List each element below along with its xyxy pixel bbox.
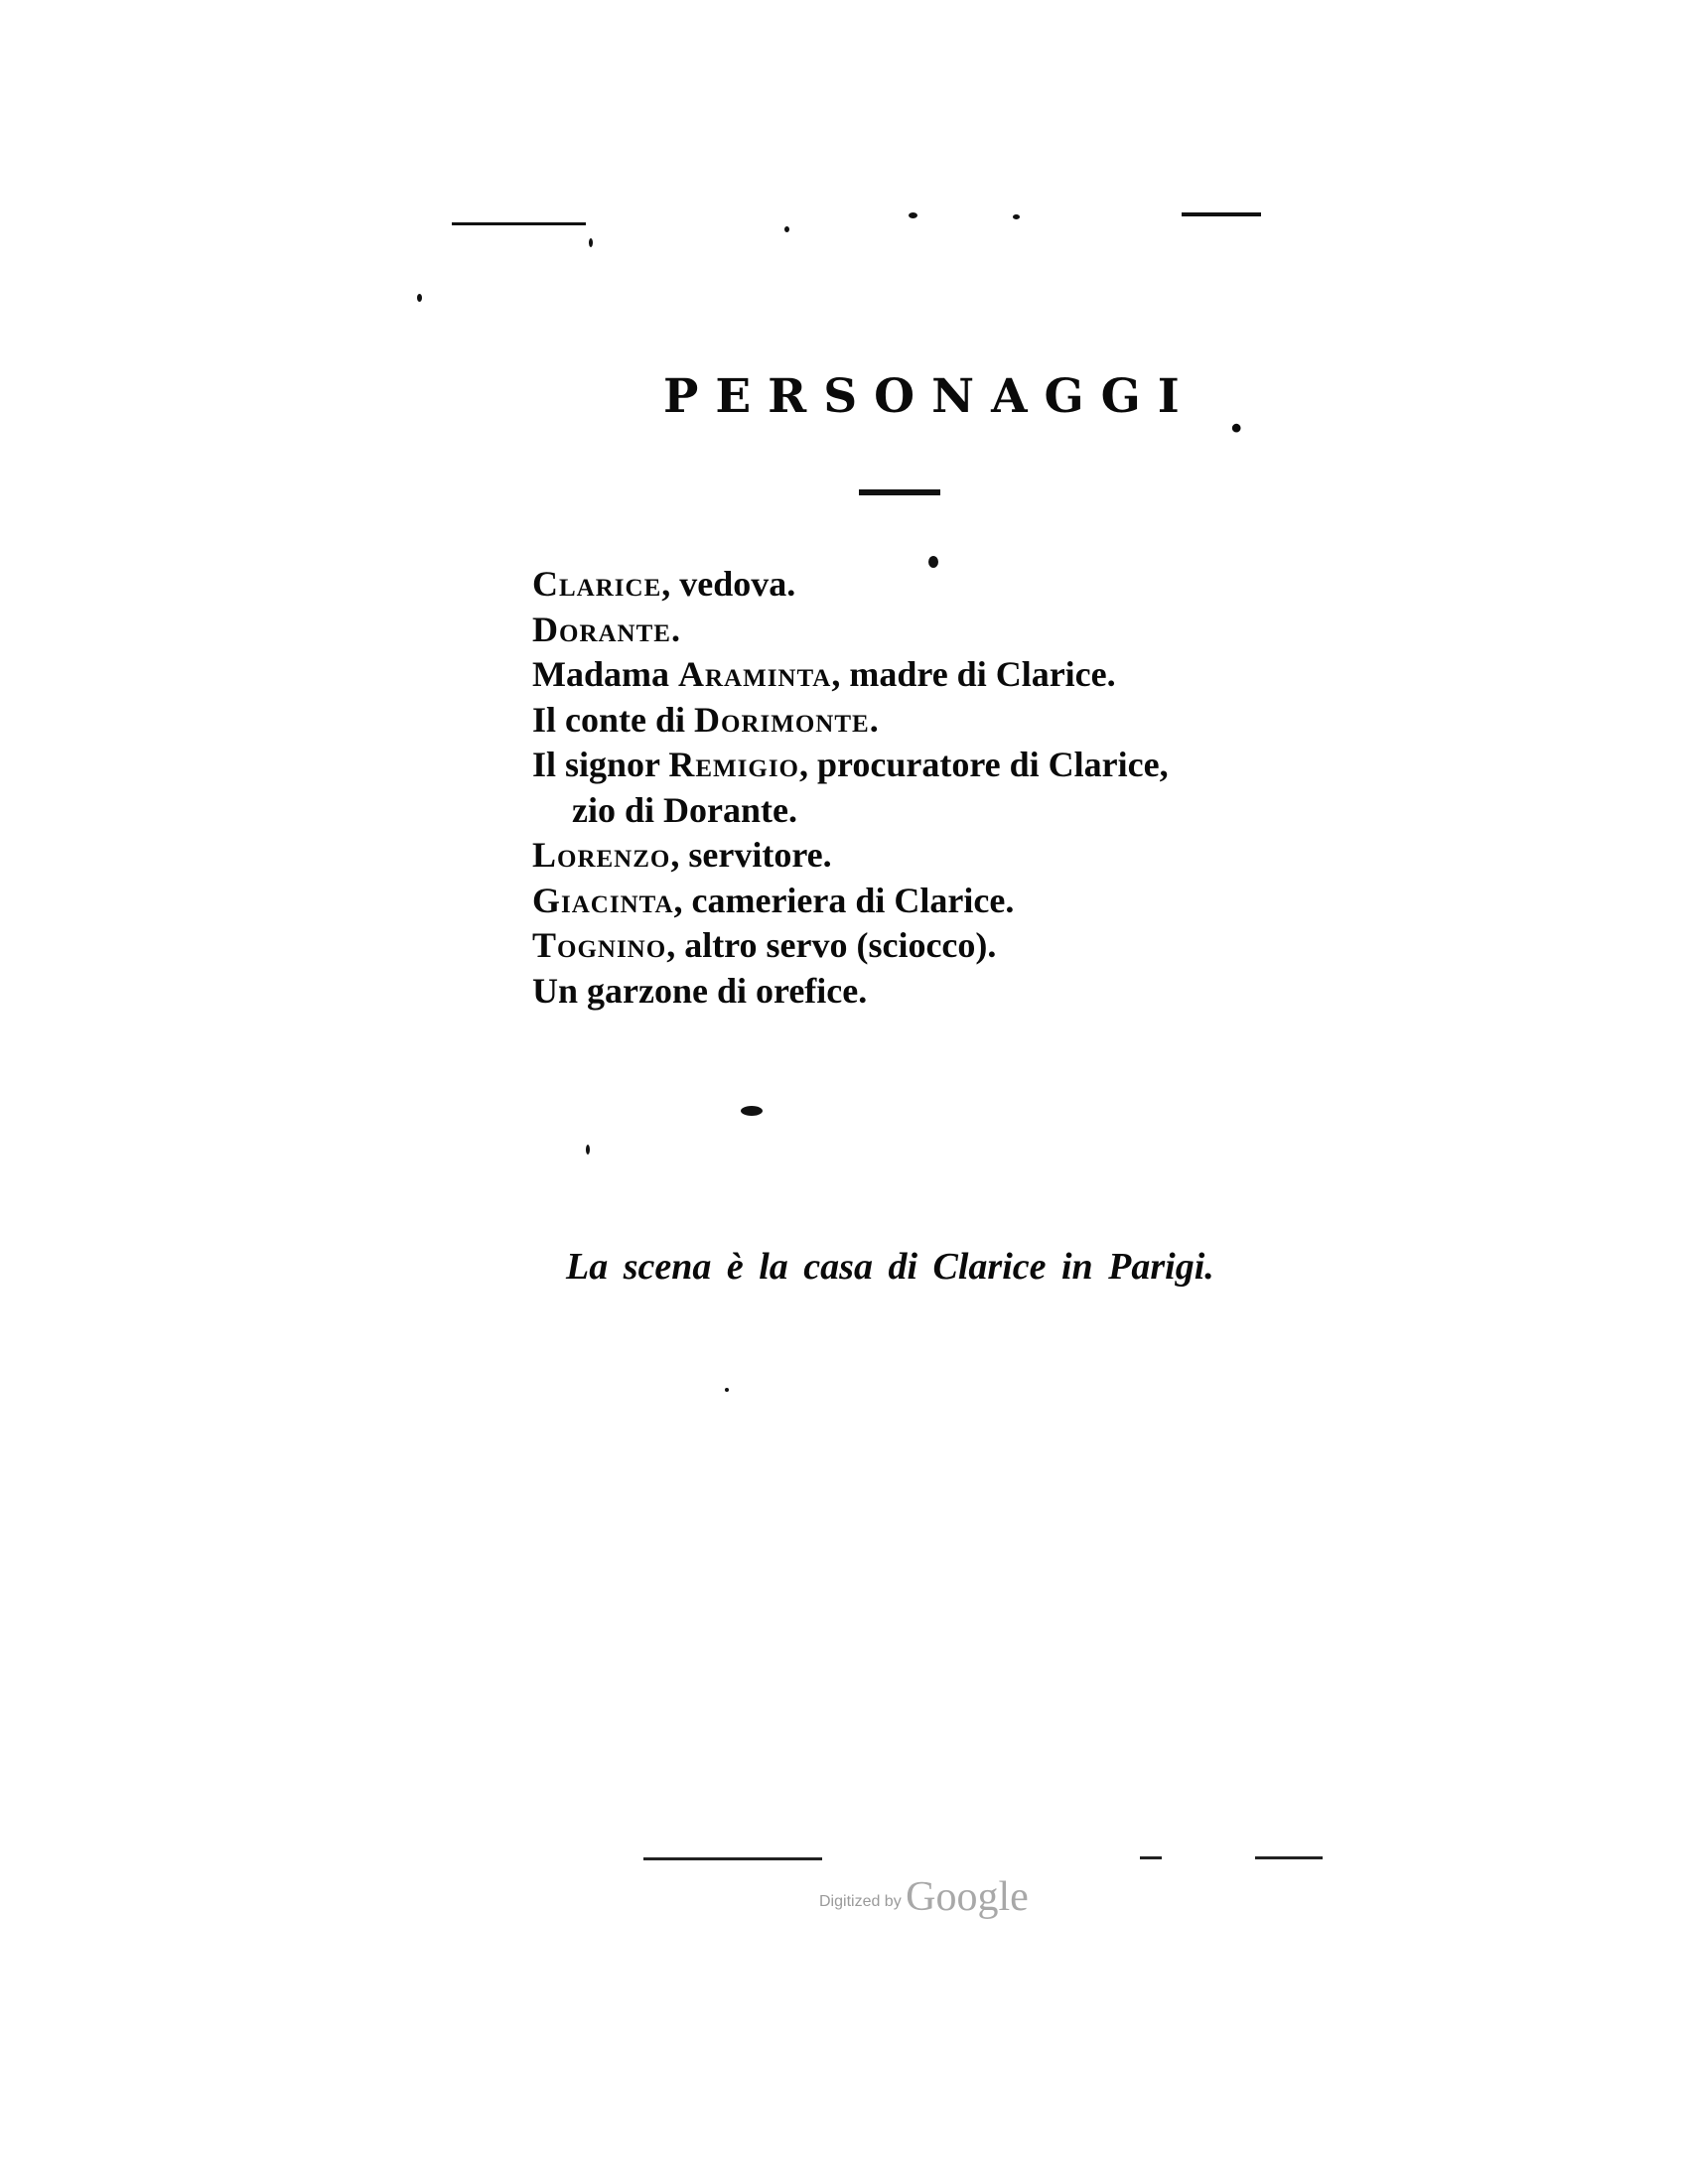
bottom-rule-right (1255, 1856, 1323, 1859)
character-description: . (869, 699, 879, 740)
watermark-prefix: Digitized by (819, 1893, 907, 1910)
bottom-rule-mid (1140, 1856, 1162, 1859)
scan-noise-top-left (452, 222, 586, 225)
character-description: , procuratore di Clarice, (799, 745, 1169, 784)
scan-speck (909, 212, 917, 218)
character-name: Araminta (678, 654, 832, 694)
google-logo: Google (906, 1874, 1029, 1920)
title-mark: . (1228, 389, 1245, 444)
character-name: Lorenzo (532, 835, 671, 875)
cast-prefix: Un garzone di orefice. (532, 970, 868, 1011)
scan-noise-top-right (1182, 212, 1261, 216)
character-name: Dorante (532, 609, 671, 649)
scan-speck (586, 1145, 590, 1155)
title-divider (859, 489, 940, 495)
cast-prefix: Il conte di (532, 699, 695, 740)
character-name: Clarice (532, 564, 662, 604)
character-description: , vedova. (661, 564, 796, 604)
character-description: , altro servo (sciocco). (666, 925, 997, 965)
character-description: , servitore. (670, 835, 832, 875)
character-description: . (670, 609, 680, 649)
scan-speck (725, 1388, 729, 1392)
character-description: , madre di Clarice. (831, 654, 1116, 694)
cast-entry (532, 608, 1169, 653)
cast-entry (532, 923, 1169, 969)
scan-speck (417, 294, 422, 302)
cast-entry-continuation: zio di Dorante. (572, 789, 797, 830)
cast-entry (532, 652, 1169, 698)
cast-entry (532, 879, 1169, 924)
character-name: Dorimonte (694, 699, 870, 740)
character-name: Tognino (532, 925, 667, 965)
cast-entry (532, 562, 1169, 608)
cast-entry (532, 969, 1169, 1015)
scene-setting: La scena è la casa di Clarice in Parigi. (566, 1246, 1214, 1288)
cast-prefix: Madama (532, 654, 678, 694)
cast-prefix: Il signor (532, 745, 669, 784)
character-description: , cameriera di Clarice. (673, 880, 1015, 920)
cast-entry (532, 833, 1169, 879)
character-name: Giacinta (532, 880, 674, 920)
scan-speck (741, 1106, 763, 1116)
digitized-watermark (819, 1873, 1029, 1921)
cast-entry (532, 743, 1169, 788)
bottom-rule-left (643, 1857, 822, 1860)
page-title: PERSONAGGI (663, 369, 1196, 424)
scan-speck (589, 238, 593, 247)
character-name: Remigio (668, 745, 799, 784)
cast-list (532, 562, 1169, 1014)
scan-speck (784, 226, 789, 232)
cast-entry (532, 698, 1169, 744)
scan-speck (1013, 214, 1020, 219)
